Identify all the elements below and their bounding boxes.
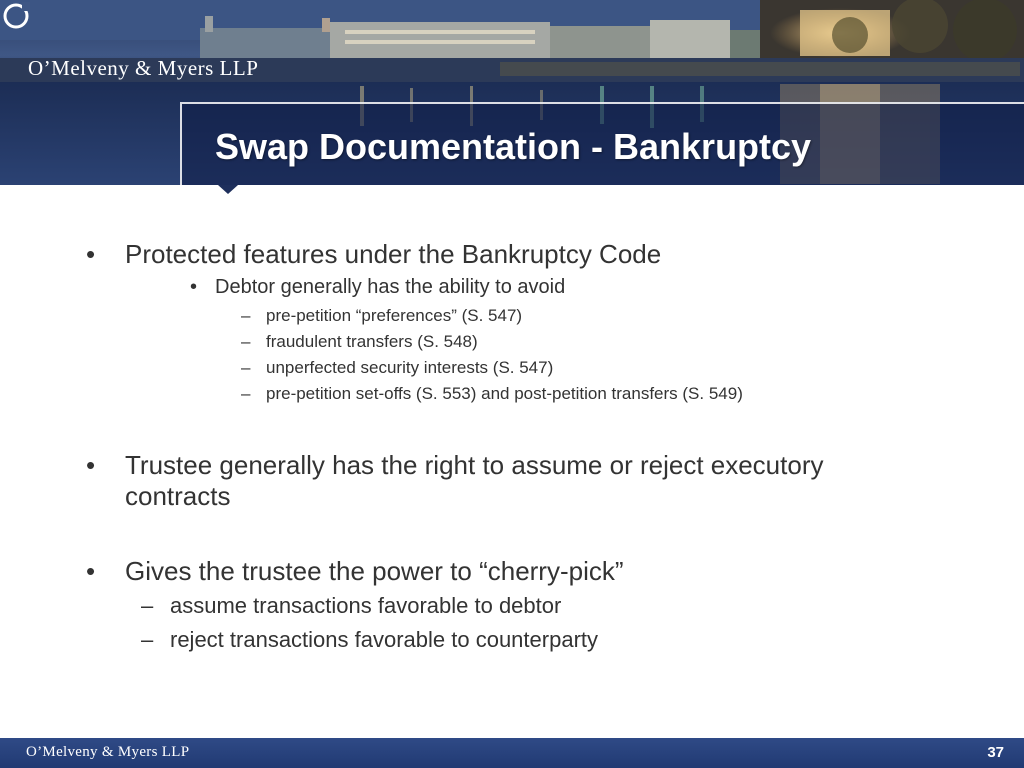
slide-title: Swap Documentation - Bankruptcy	[215, 126, 812, 167]
dash-marker: –	[141, 593, 154, 618]
bullet-1-sub-text: Debtor generally has the ability to avoid	[215, 276, 566, 298]
list-item: pre-petition “preferences” (S. 547)	[266, 306, 523, 325]
footer-firm-logo: O’Melveny & Myers LLP	[26, 744, 190, 760]
bullet-marker: •	[86, 239, 96, 269]
header-firm-logo: O’Melveny & Myers LLP	[28, 56, 259, 80]
list-item: reject transactions favorable to counterparty	[170, 627, 599, 652]
dash-marker: –	[241, 384, 251, 403]
page-number: 37	[987, 744, 1004, 761]
header-banner	[0, 0, 1024, 185]
bullet-1-text: Protected features under the Bankruptcy Code	[125, 239, 662, 269]
bullet-marker: •	[86, 556, 96, 586]
footer-bar	[0, 738, 1024, 768]
dash-marker: –	[241, 306, 251, 325]
bullet-2-text-line2: contracts	[125, 481, 231, 511]
dash-marker: –	[241, 332, 251, 351]
list-item: unperfected security interests (S. 547)	[266, 358, 554, 377]
list-item: fraudulent transfers (S. 548)	[266, 332, 478, 351]
firm-logo-mark-icon	[0, 0, 32, 32]
dash-marker: –	[241, 358, 251, 377]
list-item: assume transactions favorable to debtor	[170, 593, 562, 618]
list-item: pre-petition set-offs (S. 553) and post-petition transfers (S. 549)	[266, 384, 743, 403]
dash-marker: –	[141, 627, 154, 652]
bullet-2-text-line1: Trustee generally has the right to assume or reject executory	[125, 450, 824, 480]
bullet-marker: •	[86, 450, 96, 480]
sub-bullet-marker: •	[190, 276, 198, 298]
bullet-3-text: Gives the trustee the power to “cherry-pick”	[125, 556, 624, 586]
title-notch	[218, 185, 238, 194]
